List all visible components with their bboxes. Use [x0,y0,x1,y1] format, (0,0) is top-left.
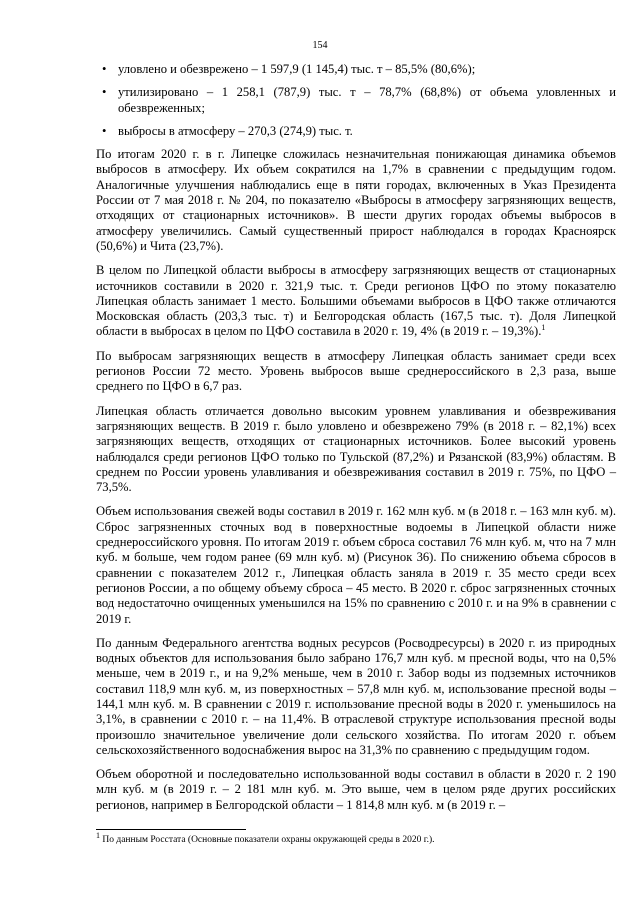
footnote-text: По данным Росстата (Основные показатели охраны окружающей среды в 2020 г.). [102,835,435,845]
bullet-item: • уловлено и обезврежено – 1 597,9 (1 145,4) тыс. т – 85,5% (80,6%); [118,62,616,77]
bullet-item: • выбросы в атмосферу – 270,3 (274,9) тыс. т. [118,124,616,139]
paragraph: Липецкая область отличается довольно высоким уровнем улавливания и обезвреживания загрязняющих веществ. В 2019 г. было уловлено и обезврежено 79% (в 2018 г. – 82,1%) всех загрязняющих веществ, отходящих от стационарных источников. Более высокий уровень наблюдался среди регионов ЦФО только по Тульской (87,2%) и Рязанской (83,9%) областям. В среднем по России уровень улавливания и обезвреживания составил в 2019 г. 75%, по ЦФО – 73,5%. [96,403,616,495]
footnote-marker: 1 [96,830,100,840]
footnote [96,830,616,846]
paragraph: Объем оборотной и последовательно использованной воды составил в области в 2020 г. 2 190 млн куб. м (в 2019 г. – 2 181 млн куб. м. Это выше, чем в целом ряде других российских регионов, например в Белгородской области – 1 814,8 млн куб. м (в 2019 г. – [96,767,616,812]
footnote-reference: 1 [541,323,546,333]
paragraph-text: В целом по Липецкой области выбросы в атмосферу загрязняющих веществ от стационарных источников составили в 2020 г. 321,9 тыс. т. Среди регионов ЦФО по этому показателю Липецкая область занимает 1 место. Большими объемами выбросов в ЦФО также отличаются Московская область (203,3 тыс. т) и Белгородская область (167,5 тыс. т). Доля Липецкой области в выбросах в целом по ЦФО составила в 2020 г. 19, 4% (в 2019 г. – 19,3%). [96,263,616,339]
bullet-list [96,62,616,139]
paragraph: По данным Федерального агентства водных ресурсов (Росводресурсы) в 2020 г. из природных водных объектов для использования было забрано 176,7 млн куб. м пресной воды, что на 0,5% меньше, чем в 2019 г., и на 9,2% меньше, чем в 2010 г. Забор воды из подземных источников составил 118,9 млн куб. м, из поверхностных – 57,8 млн куб. м, использование пресной воды – 144,1 млн куб. м. В сравнении с 2019 г. использование пресной воды в 2020 г. уменьшилось на 3,1%, в сравнении с 2010 г. – на 11,4%. В отраслевой структуре использования пресной воды произошло значительное увеличение доли сельского хозяйства. По итогам 2020 г. объем сельскохозяйственного водоснабжения вырос на 31,3% по сравнению с предыдущим годом. [96,635,616,757]
paragraph: По выбросам загрязняющих веществ в атмосферу Липецкая область занимает среди всех регионов России 72 место. Уровень выбросов выше среднероссийского в 2,3 раза, выше среднего по ЦФО в 6,7 раз. [96,348,616,394]
page-body [96,62,616,822]
bullet-item: • утилизировано – 1 258,1 (787,9) тыс. т – 78,7% (68,8%) от объема уловленных и обезвреженных; [118,85,616,116]
footnote-divider [96,829,246,830]
page-number: 154 [312,40,328,51]
paragraph: Объем использования свежей воды составил в 2019 г. 162 млн куб. м (в 2018 г. – 163 млн куб. м). Сброс загрязненных сточных вод в поверхностные водоемы в Липецкой области ниже среднероссийского уровня. По итогам 2019 г. объем сброса составил 76 млн куб. м, что на 7 млн куб. м больше, чем годом ранее (69 млн куб. м) (Рисунок 36). По снижению объема сбросов в сравнении с показателем 2012 г., Липецкая область заняла в 2019 г. 35 место среди всех регионов России, а по общему объему сброса – 45 место. В 2020 г. сброс загрязненных сточных вод недостаточно очищенных уменьшился на 15% по сравнению с 2010 г. и на 9% в сравнении с 2019 г. [96,504,616,626]
paragraph [96,263,616,339]
paragraph: По итогам 2020 г. в г. Липецке сложилась незначительная понижающая динамика объемов выбросов в атмосферу. Их объем сократился на 1,7% в сравнении с предыдущим годом. Аналогичные улучшения наблюдались еще в пяти городах, включенных в Указ Президента России от 7 мая 2018 г. № 204, по показателю «Выбросы в атмосферу загрязняющих веществ, отходящих от стационарных источников». В шести других городах объемы выбросов в атмосферу увеличились. Самый существенный прирост наблюдался в городах Красноярск (50,6%) и Чита (23,7%). [96,147,616,253]
